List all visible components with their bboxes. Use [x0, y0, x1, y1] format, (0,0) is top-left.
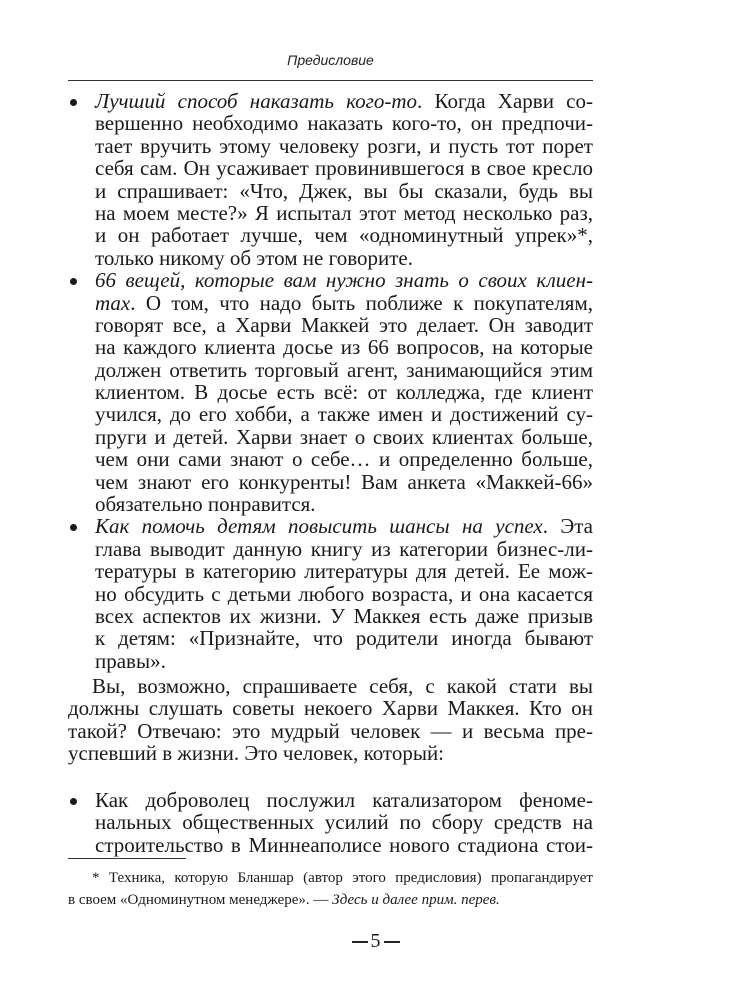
text: нальных общественных усилий по сбору средств на [95, 810, 593, 835]
text-line [95, 515, 593, 537]
italic-text: Как помочь детям повысить шансы на успех [95, 514, 543, 539]
text: чем знают его конкуренты! Вам анкета «Маккей-66» [95, 469, 593, 494]
text: к детям: «Признайте, что родители иногда бывают [95, 626, 593, 651]
text-line [95, 583, 593, 605]
text: . О том, что надо быть поближе к покупателям, [130, 290, 593, 315]
page-number-dash-left [352, 941, 368, 943]
text-line [95, 336, 593, 358]
text-line [95, 269, 593, 291]
text-line [95, 292, 593, 314]
text-line [95, 135, 593, 157]
text: на каждого клиента досье из 66 вопросов, на которые [95, 335, 593, 360]
text: и спрашивает: «Что, Джек, вы бы сказали, будь вы [95, 178, 593, 203]
italic-text: Лучший способ наказать кого-то [95, 89, 418, 113]
text: тературы в категорию литературы для детей. Ее мож- [95, 559, 593, 584]
text-line [68, 675, 593, 697]
text-line [95, 359, 593, 381]
page-number-dash-right [384, 941, 400, 943]
text-line [95, 403, 593, 425]
text: говорят все, а Харви Маккей это делает. Он заводит [95, 312, 593, 337]
text-line [95, 448, 593, 470]
text-line [95, 811, 593, 833]
text: клиентом. В досье есть всё: от колледжа, где клиент [95, 380, 593, 405]
header-rule [68, 80, 593, 81]
text: успевший в жизни. Это человек, который: [68, 741, 445, 766]
text: должен ответить торговый агент, занимающийся этим [95, 357, 593, 382]
text: . Когда Харви со- [417, 89, 593, 113]
text-line [95, 90, 593, 112]
text: учился, до его хобби, а также имен и достижений су- [95, 402, 593, 427]
footnote-rule [68, 858, 186, 859]
text-line [95, 314, 593, 336]
text: только никому об этом не говорите. [95, 245, 413, 270]
text-line [95, 381, 593, 403]
text: обязательно понравится. [95, 492, 316, 517]
bullet-item [68, 269, 593, 515]
text-line [95, 560, 593, 582]
bullet-icon [70, 278, 77, 285]
text: чем они сами знают о себе… и определенно больше, [95, 447, 593, 472]
text-line [68, 867, 593, 889]
text: всех аспектов их жизни. У Маккея есть даже призыв [95, 603, 593, 628]
text-line [68, 697, 593, 719]
text-line [95, 112, 593, 134]
bullet-item [68, 789, 593, 856]
bullet-icon [70, 798, 77, 805]
bullet-icon [70, 524, 77, 531]
text: строительство в Миннеаполисе нового стадиона стои- [95, 832, 593, 857]
text: правы». [95, 648, 166, 673]
text: тает вручить этому человеку розги, и пусть тот порет [95, 133, 593, 158]
text: глава выводит данную книгу из категории бизнес-ли- [95, 536, 593, 561]
text-line [95, 224, 593, 246]
text: но обсудить с детьми любого возраста, и она касается [95, 581, 593, 606]
italic-text: 66 вещей, которые вам нужно знать о своих клиен- [95, 268, 593, 293]
text-line [68, 889, 593, 911]
text-line [95, 426, 593, 448]
text-line [95, 834, 593, 856]
text: должны слушать советы некоего Харви Маккея. Кто он [68, 696, 593, 721]
text-line [95, 650, 593, 672]
text: на моем месте?» Я испытал этот метод несколько раз, [95, 200, 593, 225]
bullet-item [68, 90, 593, 269]
text-line [95, 247, 593, 269]
text-line [95, 538, 593, 560]
text: * Техника, которую Бланшар (автор этого предисловия) пропагандирует [92, 870, 593, 886]
text-line [68, 720, 593, 742]
text: такой? Отвечаю: это мудрый человек — и весьма пре- [68, 718, 593, 743]
text-line [68, 742, 593, 764]
italic-text: Здесь и далее прим. перев. [332, 892, 500, 908]
bullet-list-bottom [68, 789, 593, 856]
bullet-item [68, 515, 593, 672]
text: Как доброволец послужил катализатором феноме- [95, 788, 593, 812]
bullet-icon [70, 99, 77, 106]
running-head: Предисловие [287, 52, 374, 68]
text-line [95, 627, 593, 649]
text: Вы, возможно, спрашиваете себя, с какой стати вы [92, 674, 593, 698]
text: пруги и детей. Харви знает о своих клиентах больше, [95, 424, 593, 449]
footnote [68, 867, 593, 911]
text: . Эта [542, 514, 594, 539]
text-line [95, 789, 593, 811]
text-line [95, 605, 593, 627]
text: и он работает лучше, чем «одноминутный упрек»*, [95, 223, 593, 248]
text-line [95, 180, 593, 202]
text-line [95, 202, 593, 224]
italic-text: тах [95, 290, 131, 315]
text: в своем «Одноминутном менеджере». — [68, 892, 333, 908]
text-line [95, 493, 593, 515]
text: себя сам. Он усаживает провинившегося в свое кресло [95, 156, 593, 181]
text-line [95, 157, 593, 179]
page-number [0, 930, 751, 953]
page-number-value: 5 [370, 930, 381, 952]
text-line [95, 471, 593, 493]
text: вершенно необходимо наказать кого-то, он предпочи- [95, 111, 593, 136]
bullet-list-top [68, 90, 593, 672]
body-paragraph [68, 675, 593, 765]
